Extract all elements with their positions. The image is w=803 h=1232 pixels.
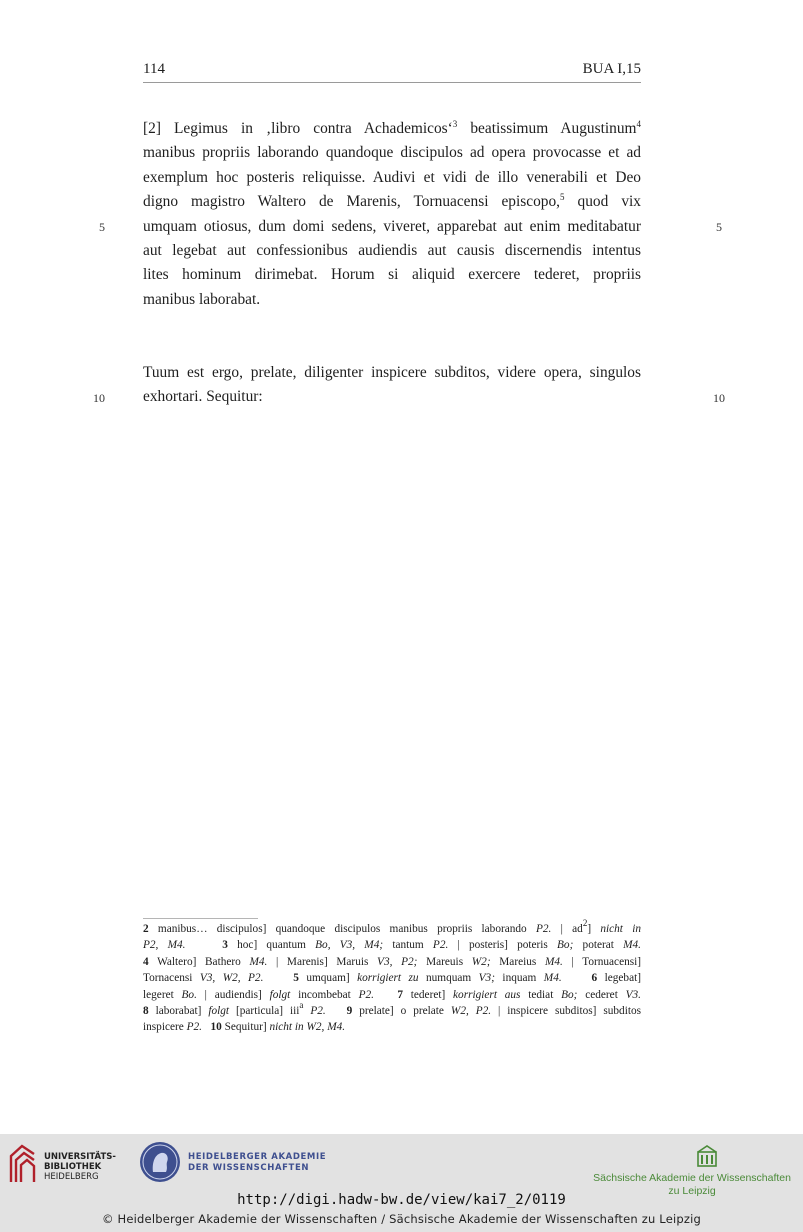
saxon-academy-logo-icon[interactable] (696, 1144, 718, 1168)
running-title: BUA I,15 (582, 61, 641, 77)
text-line: manibus propriis laborando quandoque discipulos ad opera provocasse et ad (143, 144, 641, 162)
footnote-line: 2 manibus… discipulos] quandoque discipulos manibus propriis laborando P2. | $ad^2$] nicht in (143, 918, 642, 935)
paragraph-1 (143, 117, 641, 312)
text-line: manibus laborabat. (143, 290, 261, 308)
text-line: umquam otiosus, dum domi sedens, viveret, apparebat aut enim meditabatur (143, 217, 641, 235)
footnote-line: legeret Bo. | audiendis] folgt incombebat P2. 7 tederet] korrigiert aus tediat Bo; cederet V3. (143, 988, 641, 1001)
critical-apparatus (143, 918, 642, 1036)
text-line: exhortari. Sequitur: (143, 388, 263, 406)
text-line: digno magistro Waltero de Marenis, Tornuacensi episcopo,$^5$ quod vix (143, 192, 641, 211)
line-number-right-10: 10 (713, 391, 725, 405)
text-line: [2] Legimus in ‚libro contra Achademicos‘$^3$ beatissimum Augustinum$^4$ (143, 119, 641, 137)
line-number-left-10: 10 (93, 391, 105, 405)
heidelberg-academy-name[interactable]: HEIDELBERGER AKADEMIE DER WISSENSCHAFTEN (188, 1152, 327, 1173)
footnote-line: 8 laborabat] folgt [particula] iii$^a$ P2. 9 prelate] o prelate W2, P2. | inspicere subditos] subditos (143, 1000, 642, 1018)
page-number: 114 (143, 61, 165, 77)
academy-seal-icon[interactable] (140, 1142, 180, 1182)
text-line: aut legebat aut confessionibus audiendis aut causis discernendis intentus (143, 242, 641, 260)
running-header (143, 60, 641, 83)
footnote-line: P2, M4. 3 hoc] quantum Bo, V3, M4; tantum P2. | posteris] poteris Bo; poterat M4. (143, 939, 642, 952)
saxon-academy-name[interactable]: Sächsische Akademie der Wissenschaften zu Leipzig (593, 1172, 791, 1197)
footnote-line: 4 Waltero] Bathero M4. | Marenis] Maruis V3, P2; Mareuis W2; Mareius M4. | Tornuacensi] (143, 955, 642, 968)
footnote-rule (143, 918, 258, 919)
line-number-right-5: 5 (716, 220, 722, 234)
paragraph-2 (143, 361, 641, 410)
text-line: exemplum hoc posteris reliquisse. Audivi et vidi de illo venerabili et Deo (143, 168, 641, 186)
footer-bar (0, 1134, 803, 1232)
university-library-logo-icon[interactable] (8, 1142, 38, 1184)
footnote-line: inspicere P2. 10 Sequitur] nicht in W2, M4. (143, 1021, 346, 1034)
copyright-notice: © Heidelberger Akademie der Wissenschaften / Sächsische Akademie der Wissenschaften zu Leipzig (101, 1212, 702, 1226)
permalink-url[interactable]: http://digi.hadw-bw.de/view/kai7_2/0119 (237, 1192, 566, 1208)
line-number-left-5: 5 (99, 220, 105, 234)
text-line: Tuum est ergo, prelate, diligenter inspicere subditos, videre opera, singulos (143, 364, 641, 381)
footnote-line: Tornacensi V3, W2, P2. 5 umquam] korrigiert zu numquam V3; inquam M4. 6 legebat] (143, 972, 641, 985)
university-library-name[interactable]: UNIVERSITÄTS- BIBLIOTHEK HEIDELBERG (44, 1152, 116, 1182)
text-line: lites hominum dirimebat. Horum si aliquid exercere tederet, propriis (143, 266, 641, 284)
